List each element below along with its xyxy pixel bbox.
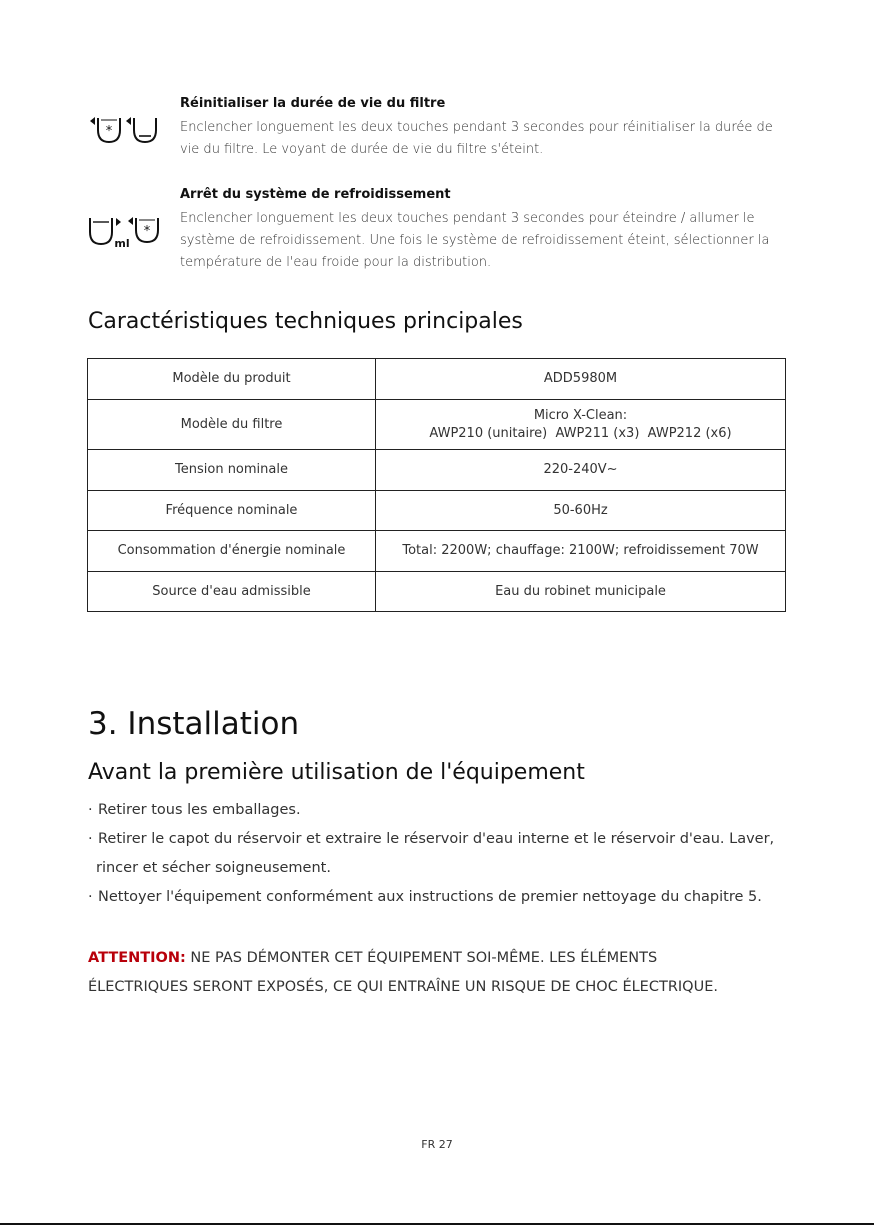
spec-value-line2: AWP210 (unitaire) AWP211 (x3) AWP212 (x6) [429,425,732,441]
cold-water-button-icon [88,112,124,146]
specs-heading: Caractéristiques techniques principales [88,309,523,334]
section-text-reset-filter-line2: vie du filtre. Le voyant de durée de vie du filtre s'éteint. [180,142,544,157]
spec-label: Fréquence nominale [88,491,376,531]
bullet-dot: · [88,831,93,847]
installation-subheading: Avant la première utilisation de l'équipement [88,760,585,785]
bottom-rule [0,1223,874,1225]
hot-water-button-icon [124,112,160,146]
spec-label: Source d'eau admissible [88,572,376,612]
list-item [88,883,808,912]
spec-value [376,400,786,450]
spec-label: Modèle du filtre [88,400,376,450]
section-text-cooling-line1: Enclencher longuement les deux touches pendant 3 secondes pour éteindre / allumer le [180,211,755,226]
table-row [88,572,786,612]
table-row [88,450,786,491]
bullet-dot: · [88,802,93,818]
list-item [88,796,808,825]
installation-bullet-list [88,796,808,912]
svg-text:*: * [143,224,151,239]
table-row [88,531,786,572]
installation-heading: 3. Installation [88,706,300,742]
section-text-cooling-line2: système de refroidissement. Une fois le système de refroidissement éteint, sélectionner la [180,233,770,248]
list-item-continuation: rincer et sécher soigneusement. [96,860,331,876]
spec-value-line1: Micro X-Clean: [533,407,628,423]
attention-warning [88,944,808,1002]
spec-value: ADD5980M [376,359,786,400]
list-item [88,825,808,854]
spec-value: 50-60Hz [376,491,786,531]
list-item-text: Nettoyer l'équipement conformément aux instructions de premier nettoyage du chapitre 5. [98,889,762,905]
section-title-cooling-off: Arrêt du système de refroidissement [180,187,451,202]
section-title-reset-filter: Réinitialiser la durée de vie du filtre [180,96,446,111]
attention-text-line1: NE PAS DÉMONTER CET ÉQUIPEMENT SOI-MÊME. LES ÉLÉMENTS [185,950,658,966]
page-number: FR 27 [421,1138,453,1151]
table-row [88,491,786,531]
section-text-reset-filter-line1: Enclencher longuement les deux touches pendant 3 secondes pour réinitialiser la durée de [180,120,773,135]
spec-label: Modèle du produit [88,359,376,400]
spec-value: 220-240V~ [376,450,786,491]
attention-label: ATTENTION: [88,950,186,966]
bullet-dot: · [88,889,93,905]
attention-text-line2: ÉLECTRIQUES SERONT EXPOSÉS, CE QUI ENTRAÎNE UN RISQUE DE CHOC ÉLECTRIQUE. [88,979,718,995]
spec-value: Total: 2200W; chauffage: 2100W; refroidissement 70W [376,531,786,572]
section-text-cooling-line3: température de l'eau froide pour la distribution. [180,255,492,270]
specs-table [87,358,786,612]
svg-text:*: * [105,124,113,139]
spec-label: Consommation d'énergie nominale [88,531,376,572]
spec-value: Eau du robinet municipale [376,572,786,612]
cold-water-button-icon [126,212,162,246]
ml-label: ml [114,237,130,250]
list-item-text: Retirer le capot du réservoir et extraire le réservoir d'eau interne et le réservoir d'eau. Laver, [98,831,775,847]
list-item-text: Retirer tous les emballages. [98,802,301,818]
table-row [88,400,786,450]
table-row [88,359,786,400]
spec-label: Tension nominale [88,450,376,491]
